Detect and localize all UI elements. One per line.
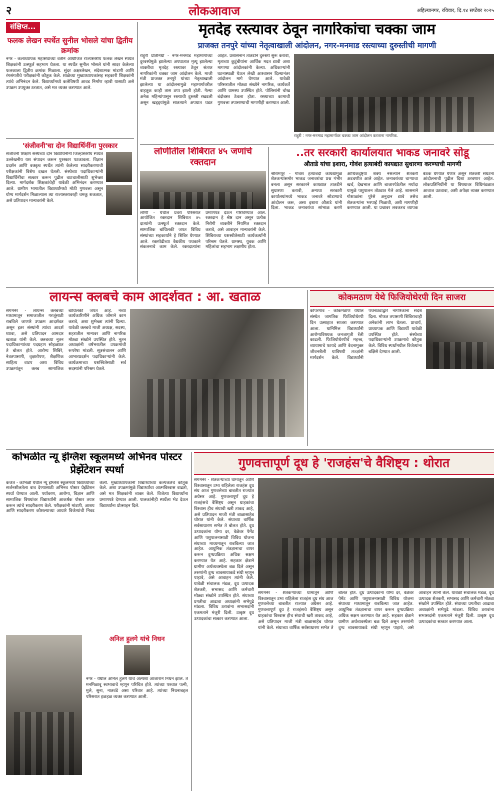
- physio-photo: [426, 309, 494, 369]
- protest-photo-caption: राहुरी : नगर-मनमाड महामार्गावर चक्का जाम आंदोलन करताना नागरिक.: [294, 133, 399, 139]
- student-photo-2: [106, 185, 132, 215]
- milk-story: [194, 452, 494, 791]
- cattle-story: [271, 147, 494, 284]
- school-headline: कोंभळीत न्यू इंग्लिश स्कूलमध्ये अभिनव पोस्टर प्रेझेंटेशन स्पर्धा: [12, 452, 182, 476]
- lions-headline: लायन्स क्लबचे काम आदर्शवत : आ. खताळ: [49, 290, 261, 305]
- lions-story: [6, 290, 304, 446]
- cattle-headline: ..तर सरकारी कार्यालयात भाकड जनावरे सोडू: [296, 147, 469, 159]
- lions-body: संगमनेर - लायन्स क्लबच्या माध्यमातून समाजातील गरजूंसाठी राबविले जाणारे उपक्रम आदर्शवत असून इतर संस्थांनी त्यांचा आदर्श घ्यावा, असे प्रतिपादन आमदार खताळ यांनी केले. क्लबच्या नूतन पदाधिकाऱ्यांच्या पदग्रहण सोहळ्यात ते बोलत होते. आरोग्य शिबिरे, नेत्रतपासणी, वृक्षारोपण, शैक्षणिक साहित्य वाटप अशा विविध उपक्रमांतून क्लब सामाजिक बांधिलकी जपत आहे. नव्या कार्यकारिणीने अधिक जोमाने काम करावे, अशा शुभेच्छा त्यांनी दिल्या. यावेळी क्लबचे माजी अध्यक्ष, सदस्य, शहरातील मान्यवर आणि नागरिक मोठ्या संख्येने उपस्थित होते. नूतन अध्यक्षांनी वर्षभरातील उपक्रमांची रूपरेषा मांडली. सूत्रसंचालन आणि आभारप्रदर्शन पदाधिकाऱ्यांनी केले. कार्यक्रमाच्या यशस्वितेसाठी सर्व सदस्यांनी परिश्रम घेतले.: [6, 308, 126, 372]
- milk-body: संगमनेर - शेतकऱ्यांच्या घामातून आणि विश्वासातून उभा राहिलेला राजहंस दूध संघ आज गुणवत्तेच्या बाबतीत राज्यात अग्रेसर आहे. गुणवत्तापूर्ण दूध हे राजहंसचे वैशिष्ट्य असून ग्राहकांचा विश्वास हीच संघाची खरी ताकद आहे, असे प्रतिपादन माजी मंत्री बाळासाहेब थोरात यांनी केले. संघाच्या वार्षिक सर्वसाधारण सभेत ते बोलत होते. दूध उत्पादकांना योग्य दर, वेळेवर पेमेंट आणि पशुपालनासाठी विविध योजना संघाच्या माध्यमातून राबविल्या जात आहेत. आधुनिक तंत्रज्ञानाचा वापर करून दुग्धप्रक्रिया अधिक सक्षम करण्यात येत आहे. सहकार क्षेत्राने ग्रामीण अर्थव्यवस्थेला बळ दिले असून तरुणांनी दुग्ध व्यवसायाकडे संधी म्हणून पाहावे, असे आवाहन त्यांनी केले. यावेळी संचालक मंडळ, दूध उत्पादक शेतकरी, सभासद आणि कर्मचारी मोठ्या संख्येने उपस्थित होते. संघाच्या प्रगतीचा आढावा अध्यक्षांनी सभेपुढे मांडला. विविध ठरावांना सभासदांनी एकमताने मंजुरी दिली. उत्कृष्ट दूध उत्पादकांचा सत्कार करण्यात आला.: [258, 590, 494, 631]
- briefs-column: [6, 22, 134, 284]
- content-grid: [6, 22, 494, 791]
- date-line: अहिल्यानगर, रविवार, दि.१४ सप्टेंबर २०२५: [416, 8, 494, 15]
- masthead: [6, 4, 494, 20]
- brief2-body: संजीवनी शिक्षण संस्थेच्या दोन विद्यार्थिनींनी जिल्हास्तरीय स्पर्धेत उल्लेखनीय यश संपादन करून पुरस्कार पटकावला. विज्ञान प्रदर्शन आणि वक्तृत्व स्पर्धेत त्यांनी केलेल्या सादरीकरणाची परीक्षकांनी विशेष दखल घेतली. संस्थेच्या पदाधिकाऱ्यांनी विद्यार्थिनींचा सत्कार करून पुढील वाटचालीसाठी शुभेच्छा दिल्या. मार्गदर्शक शिक्षकांचेही यावेळी अभिनंदन करण्यात आले. ग्रामीण भागातील विद्यार्थ्यांमध्ये मोठी गुणवत्ता असून योग्य मार्गदर्शन मिळाल्यास त्या राज्यस्तरावरही चमकू शकतात, असे प्रतिपादन मान्यवरांनी केले.: [6, 152, 103, 204]
- blood-camp-story: [140, 147, 266, 284]
- column-divider: [137, 22, 138, 284]
- page-number: २: [6, 4, 12, 18]
- student-photo-1: [106, 152, 132, 182]
- school-photo: [6, 635, 82, 775]
- obituary-headline: अनिल हुलगे यांचे निधन: [109, 634, 165, 643]
- cattle-subhead: औताडे यांचा इशारा, गोवंश हत्याबंदी कायद्यात सुधारणा करण्याची मागणी: [303, 160, 462, 168]
- blood-camp-body: लोणी - येथील प्रवरा परिसरात आयोजित रक्तदान शिबिरात ४५ दात्यांनी उत्स्फूर्त रक्तदान केले. सामाजिक बांधिलकी जपत विविध संस्थांच्या सहकार्याने हे शिबिर घेण्यात आले. रक्तपेढीच्या वैद्यकीय पथकाने संकलनाचे काम केले. रक्तदात्यांना प्रमाणपत्र देऊन गौरविण्यात आले. रक्तदान हे श्रेष्ठ दान असून प्रत्येक निरोगी व्यक्तीने नियमित रक्तदान करावे, असे आवाहन मान्यवरांनी केले. शिबिराच्या यशस्वीतेसाठी कार्यकर्त्यांनी परिश्रम घेतले. ग्रामस्थ, युवक आणि महिलांचा सहभाग लक्षणीय होता.: [140, 210, 266, 251]
- cattle-body: श्रीरामपूर - गोवंश हत्याबंदी कायद्यामुळे शेतकऱ्यांसमोर भाकड जनावरांचा प्रश्न गंभीर बनला असून सरकारने कायद्यात तातडीने सुधारणा करावी, अन्यथा सरकारी कार्यालयांमध्ये भाकड जनावरे सोडण्याचे आंदोलन करू, असा इशारा औताडे यांनी दिला. भाकड जनावरांचा सांभाळ करणे आर्थिकदृष्ट्या शक्य नसल्याने शेतकरी अडचणीत आले आहेत. जनावरांच्या चाऱ्याचा खर्च, देखभाल आणि बाजारपेठेतील मर्यादा यामुळे पशुपालन तोट्यात गेले आहे. शासनाने गोशाळांना पुरेसे अनुदान द्यावे तसेच शेतकऱ्यांना भरपाई मिळावी, अशी मागणीही करण्यात आली. या प्रश्नावर लवकरच व्यापक बैठक घेण्यात येणार असून शेतकरी संघटना आंदोलनाची पुढील दिशा ठरवणार आहेत. लोकप्रतिनिधींनी या विषयावर विधिमंडळात आवाज उठवावा, अशी अपेक्षा व्यक्त करण्यात आली.: [271, 171, 494, 212]
- milk-photo: [258, 478, 494, 588]
- brand-logo: लोकआवाज: [188, 4, 240, 19]
- row-divider: [6, 287, 494, 288]
- school-body: कर्जत - कोंभळी येथील न्यू इंग्लिश स्कूलमध्ये विद्यार्थ्यांच्या सर्जनशीलतेला वाव देण्यासाठी अभिनव पोस्टर प्रेझेंटेशन स्पर्धा घेण्यात आली. पर्यावरण, आरोग्य, विज्ञान आणि सामाजिक विषयांवर विद्यार्थ्यांनी आकर्षक पोस्टर तयार करून त्यांचे सादरीकरण केले. परीक्षकांनी मांडणी, आशय आणि सादरीकरण कौशल्याच्या आधारे विजेत्यांची निवड केली. मुख्याध्यापकांनी विद्यार्थ्यांच्या कल्पकतेचे कौतुक केले. अशा उपक्रमांमुळे विद्यार्थ्यांचा आत्मविश्वास वाढतो, असे मत शिक्षकांनी व्यक्त केले. विजेत्या विद्यार्थ्यांना प्रमाणपत्रे देण्यात आली. पालकांनीही स्पर्धेला भेट देऊन विद्यार्थ्यांना प्रोत्साहन दिले.: [6, 480, 188, 515]
- column-divider: [307, 290, 308, 446]
- column-divider: [191, 452, 192, 791]
- row-divider: [140, 144, 494, 145]
- column-divider: [268, 147, 269, 284]
- milk-headline: गुणवत्तापूर्ण दूध हे 'राजहंस'चे वैशिष्ट्य : थोरात: [238, 455, 450, 470]
- lions-photo: [130, 309, 304, 437]
- top-story-body: राहुरी प्रतिनिधी - नगर-मनमाड महामार्गाच्या दुरवस्थेमुळे झालेल्या अपघातात मृत्यू झालेल्या व्यक्तीचा मृतदेह रस्त्यावर ठेवून संतप्त नागरिकांनी चक्का जाम आंदोलन केले. माजी मंत्री प्राजक्त तनपुरे यांच्या नेतृत्वाखाली झालेल्या या आंदोलनामुळे महामार्गावरील वाहतूक काही तास ठप्प झाली होती. गेल्या अनेक महिन्यांपासून रस्त्याची दुरुस्ती रखडली असून खड्ड्यांमुळे सातत्याने अपघात घडत आहेत. प्रशासनाने तातडीने दुरुस्ती सुरू करावी, मृताच्या कुटुंबीयांना आर्थिक मदत द्यावी अशा मागण्या आंदोलकांनी केल्या. अधिकाऱ्यांनी घटनास्थळी येऊन लेखी आश्वासन दिल्यानंतर आंदोलन मागे घेण्यात आले. यावेळी परिसरातील मोठ्या संख्येने नागरिक, कार्यकर्ते आणि ग्रामस्थ उपस्थित होते. पोलिसांनी चोख बंदोबस्त ठेवला होता. रस्त्याच्या कामाची गुणवत्ता तपासण्याची मागणीही करण्यात आली.: [140, 54, 290, 106]
- brief2-headline: 'संजीवनी'चा दोन विद्यार्थिनींना पुरस्कार: [22, 141, 118, 150]
- top-story-headline: मृतदेह रस्त्यावर ठेवून नागरिकांचा चक्का जाम: [198, 22, 436, 38]
- top-story-subhead: प्राजक्त तनपुरे यांच्या नेतृत्वाखाली आंदोलन, नगर-मनमाड रस्त्याच्या दुरुस्तीची मागणी: [197, 40, 437, 50]
- top-story: [140, 22, 494, 142]
- blood-camp-headline: लोणीतील शिबिरात ४५ जणांचे रक्तदान: [154, 147, 252, 168]
- physio-headline: कोकमठाण येथे फिजियोथेरपी दिन साजरा: [338, 293, 466, 303]
- protest-photo: [294, 54, 494, 132]
- milk-body-lead: संगमनेर - शेतकऱ्यांच्या घामातून आणि विश्वासातून उभा राहिलेला राजहंस दूध संघ आज गुणवत्तेच्या बाबतीत राज्यात अग्रेसर आहे. गुणवत्तापूर्ण दूध हे राजहंसचे वैशिष्ट्य असून ग्राहकांचा विश्वास हीच संघाची खरी ताकद आहे, असे प्रतिपादन माजी मंत्री बाळासाहेब थोरात यांनी केले. संघाच्या वार्षिक सर्वसाधारण सभेत ते बोलत होते. दूध उत्पादकांना योग्य दर, वेळेवर पेमेंट आणि पशुपालनासाठी विविध योजना संघाच्या माध्यमातून राबविल्या जात आहेत. आधुनिक तंत्रज्ञानाचा वापर करून दुग्धप्रक्रिया अधिक सक्षम करण्यात येत आहे. सहकार क्षेत्राने ग्रामीण अर्थव्यवस्थेला बळ दिले असून तरुणांनी दुग्ध व्यवसायाकडे संधी म्हणून पाहावे, असे आवाहन त्यांनी केले. यावेळी संचालक मंडळ, दूध उत्पादक शेतकरी, सभासद आणि कर्मचारी मोठ्या संख्येने उपस्थित होते. संघाच्या प्रगतीचा आढावा अध्यक्षांनी सभेपुढे मांडला. विविध ठरावांना सभासदांनी एकमताने मंजुरी दिली. उत्कृष्ट दूध उत्पादकांचा सत्कार करण्यात आला.: [194, 477, 254, 622]
- obituary-photo: [124, 645, 150, 675]
- physio-body: कोपरगाव - कोकमठाण येथील संस्थेत जागतिक फिजियोथेरपी दिन उत्साहात साजरा करण्यात आला. यानिमित्त विद्यार्थ्यांनी आरोग्यविषयक जनजागृती रॅली काढली. फिजियोथेरपीचे महत्त्व, व्यायामाचे फायदे आणि वेदनामुक्त जीवनशैली याविषयी तज्ज्ञांनी मार्गदर्शन केले. विद्यार्थ्यांनी पथनाट्याद्वारे नागरिकांना संदेश दिला. मोफत तपासणी शिबिराचाही अनेकांनी लाभ घेतला. प्राचार्य, प्राध्यापक आणि विद्यार्थी यावेळी उपस्थित होते. संस्थेच्या पदाधिकाऱ्यांनी उपक्रमाचे कौतुक केले. विविध स्पर्धांमधील विजेत्यांना बक्षिसे देण्यात आली.: [310, 309, 422, 361]
- briefs-tag: संक्षिप्त...: [6, 22, 40, 33]
- physio-story: [310, 290, 494, 446]
- brief1-body: नगर - कलाध्यापक महासंघाच्या वतीने आयोजित राज्यस्तरीय फलक लेखन स्पर्धेत शिक्षकांनी उत्स्फूर्त सहभाग घेतला. या स्पर्धेत सुनील भोसले यांनी सादर केलेल्या फलकाला द्वितीय क्रमांक मिळाला. सुंदर अक्षरलेखन, संदेशात्मक मांडणी आणि रंगसंगतीचे परीक्षकांनी कौतुक केले. शाळेच्या मुख्याध्यापकांसह सहकारी शिक्षकांनी त्यांचे अभिनंदन केले. विद्यार्थ्यांमध्ये कलेविषयी आवड निर्माण व्हावी यासाठी असे उपक्रम उपयुक्त ठरतात, असे मत व्यक्त करण्यात आले.: [6, 56, 134, 91]
- obituary-body: नगर - येथील अनिल हुलगे यांचे अल्पशा आजाराने निधन झाले. ते मनमिळावू स्वभावाचे म्हणून परिचित होते. त्यांच्या पश्चात पत्नी, मुले, सुना, नातवंडे असा परिवार आहे. त्यांच्या निधनाबद्दल परिसरात हळहळ व्यक्त करण्यात आली.: [86, 677, 188, 700]
- school-story: [6, 452, 188, 791]
- row-divider: [6, 449, 494, 450]
- brief1-headline: फलक लेखन स्पर्धेत सुनील भोसले यांचा द्वितीय क्रमांक: [7, 36, 133, 55]
- blood-camp-photo: [140, 171, 266, 209]
